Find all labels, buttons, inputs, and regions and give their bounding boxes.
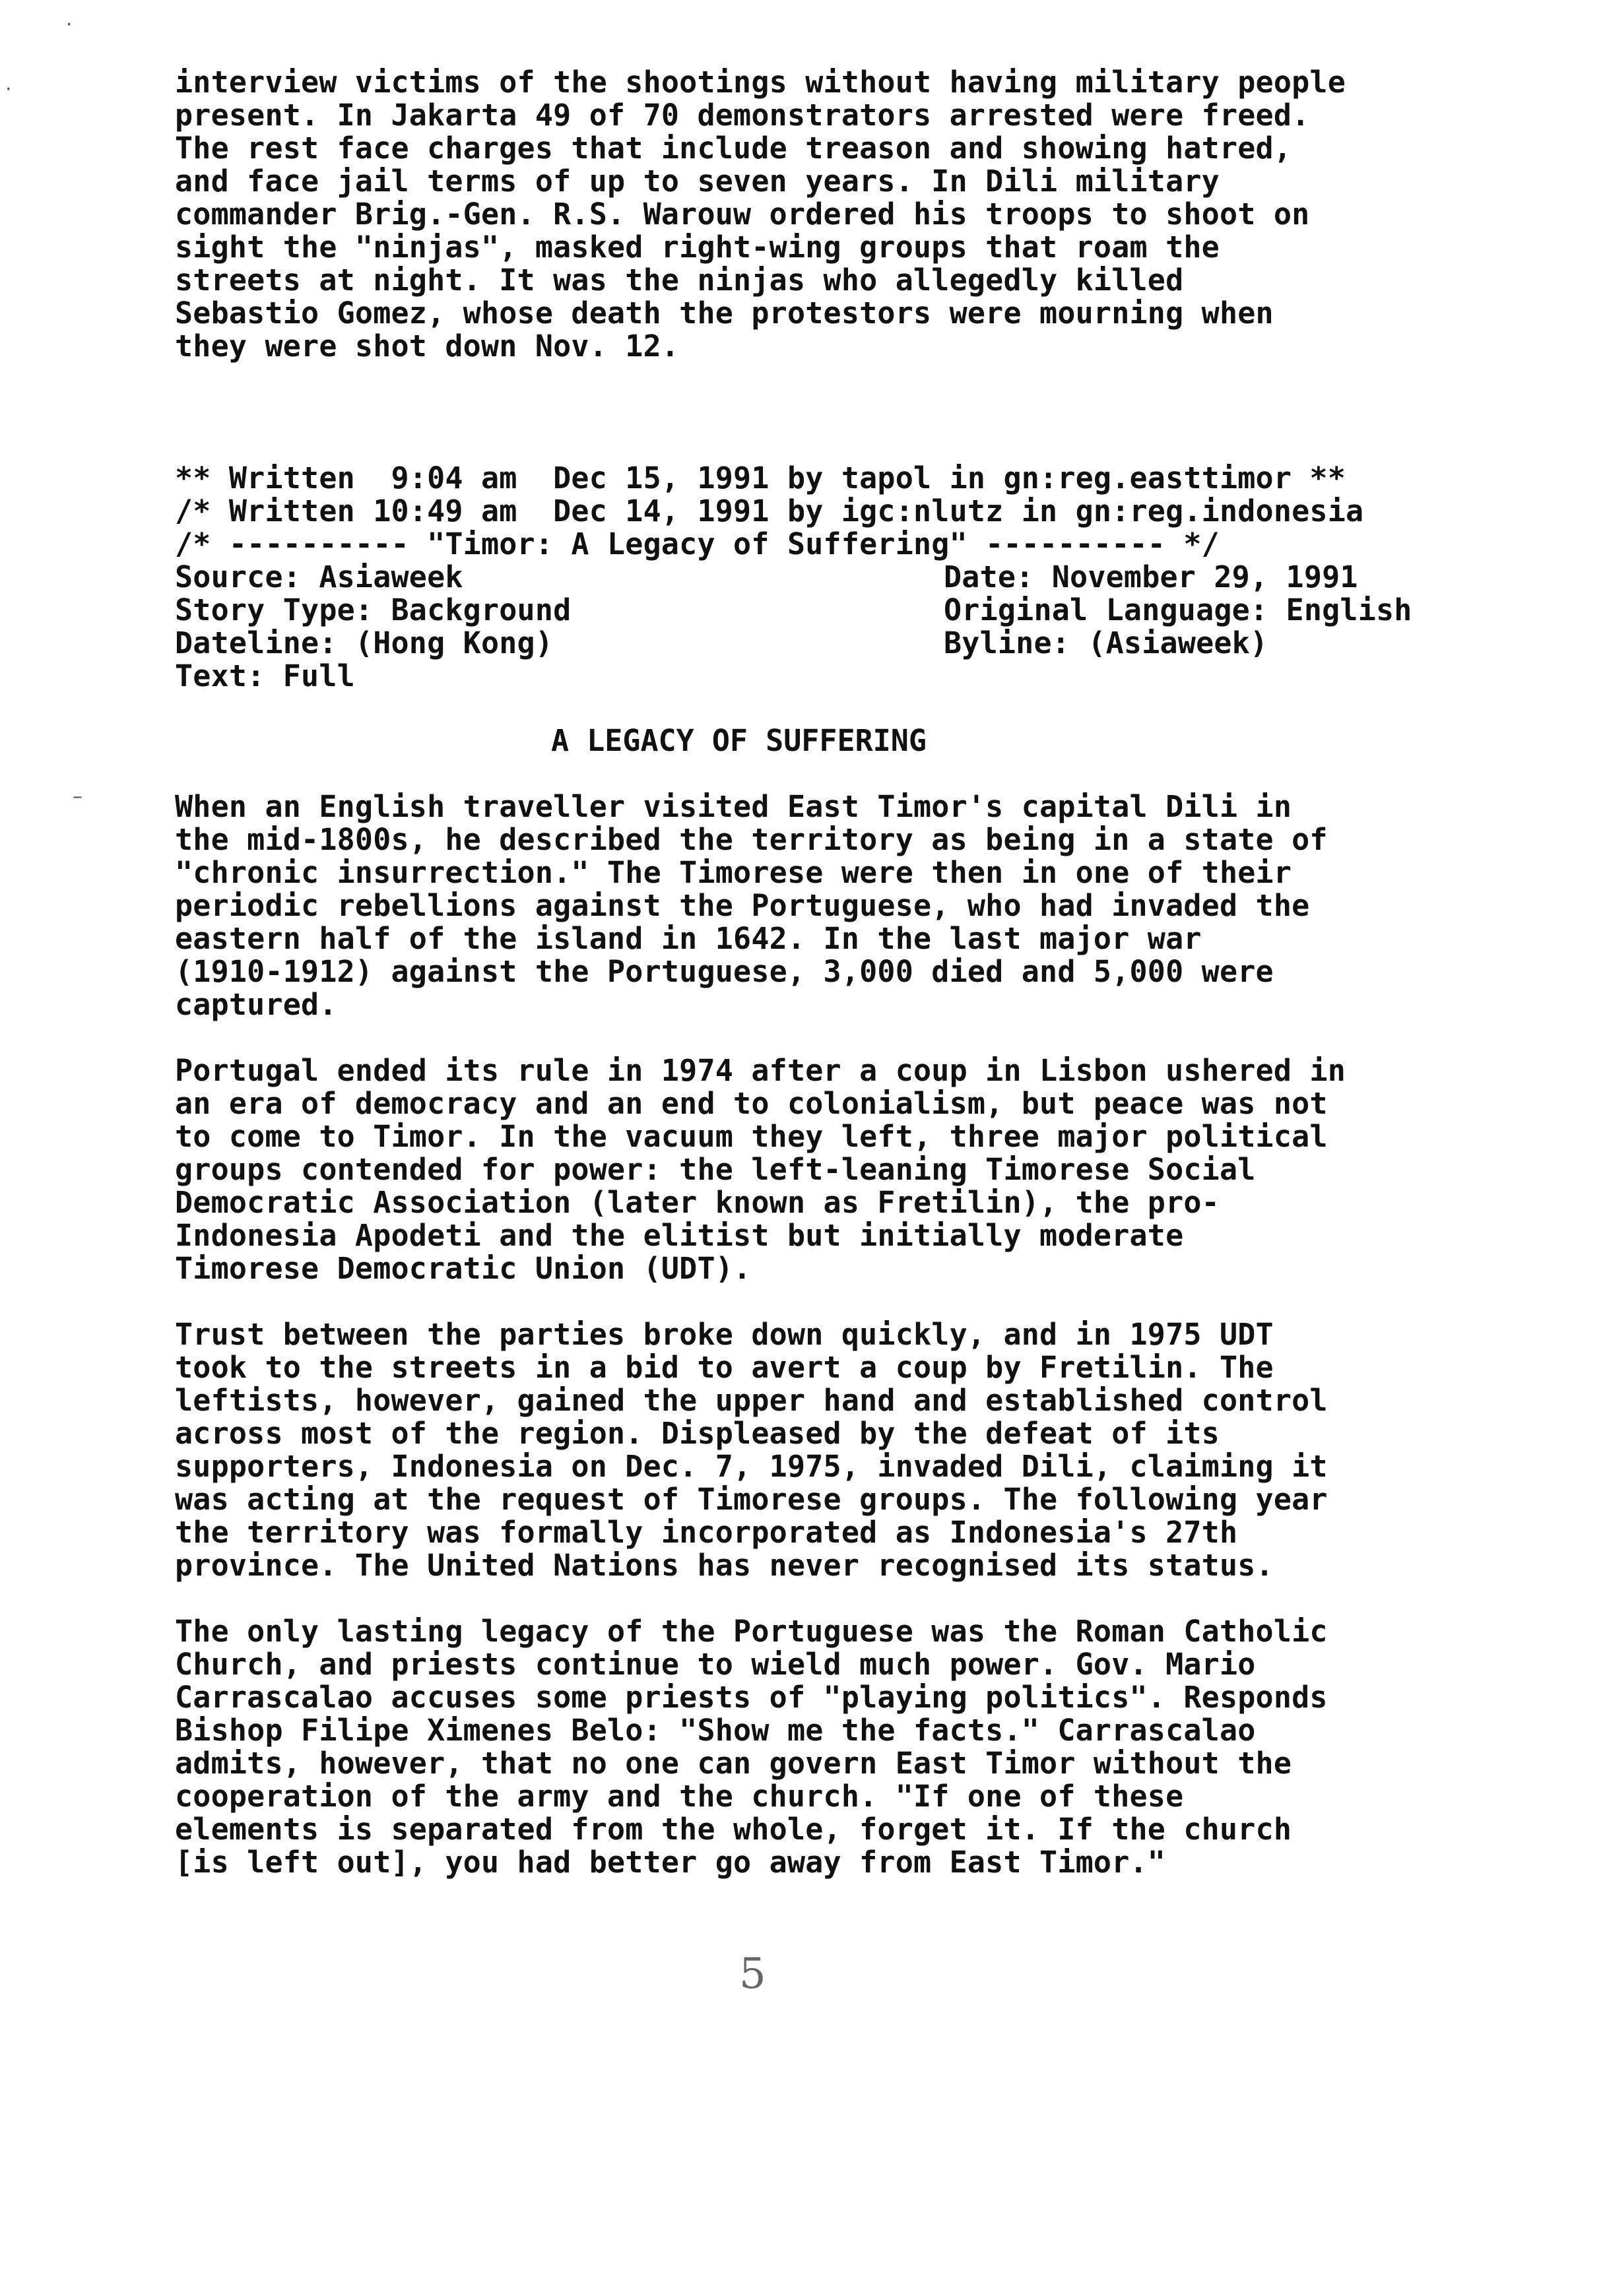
text-line: eastern half of the island in 1642. In the last major war (175, 921, 1202, 956)
text-line: was acting at the request of Timorese groups. The following year (175, 1482, 1328, 1517)
article-title: A LEGACY OF SUFFERING (551, 723, 927, 758)
text-line: (1910-1912) against the Portuguese, 3,000 died and 5,000 were (175, 954, 1274, 989)
article-paragraph (175, 1054, 1346, 1285)
text-line: interview victims of the shootings without having military people (175, 65, 1346, 100)
scan-speck: · (5, 78, 12, 101)
text-line: Portugal ended its rule in 1974 after a coup in Lisbon ushered in (175, 1053, 1346, 1088)
metadata-row (175, 627, 1495, 660)
text-line: periodic rebellions against the Portuguese, who had invaded the (175, 888, 1310, 923)
text-line: supporters, Indonesia on Dec. 7, 1975, invaded Dili, claiming it (175, 1449, 1328, 1484)
text-line: and face jail terms of up to seven years. In Dili military (175, 164, 1220, 199)
article-metadata (175, 561, 1495, 693)
text-line: present. In Jakarta 49 of 70 demonstrators arrested were freed. (175, 98, 1310, 133)
text-line: an era of democracy and an end to colonialism, but peace was not (175, 1086, 1328, 1121)
text-line: Democratic Association (later known as Fretilin), the pro- (175, 1185, 1220, 1220)
text-line: Carrascalao accuses some priests of "playing politics". Responds (175, 1680, 1328, 1715)
text-line: elements is separated from the whole, forget it. If the church (175, 1812, 1292, 1847)
metadata-right: Date: November 29, 1991 (944, 559, 1358, 594)
text-line: took to the streets in a bid to avert a coup by Fretilin. The (175, 1350, 1274, 1385)
page-number: 5 (739, 1950, 766, 1998)
scan-speck: · (66, 13, 73, 36)
metadata-left: Dateline: (Hong Kong) (175, 625, 554, 660)
text-line: commander Brig.-Gen. R.S. Warouw ordered his troops to shoot on (175, 197, 1310, 232)
text-line: Trust between the parties broke down quickly, and in 1975 UDT (175, 1317, 1274, 1352)
text-line: Church, and priests continue to wield much power. Gov. Mario (175, 1647, 1256, 1682)
metadata-left: Source: Asiaweek (175, 559, 463, 594)
text-line: sight the "ninjas", masked right-wing groups that roam the (175, 230, 1220, 265)
text-line: The rest face charges that include treason and showing hatred, (175, 131, 1292, 166)
metadata-left: Story Type: Background (175, 592, 572, 627)
text-line: admits, however, that no one can govern East Timor without the (175, 1746, 1292, 1781)
text-line: Sebastio Gomez, whose death the protestors were mourning when (175, 296, 1274, 331)
text-line: they were shot down Nov. 12. (175, 329, 680, 364)
text-line: /* Written 10:49 am Dec 14, 1991 by igc:nlutz in gn:reg.indonesia (175, 494, 1364, 528)
text-line: Timorese Democratic Union (UDT). (175, 1251, 752, 1286)
metadata-row (175, 594, 1495, 627)
scan-speck: – (73, 785, 82, 808)
text-line: captured. (175, 987, 337, 1022)
text-line: cooperation of the army and the church. "If one of these (175, 1779, 1184, 1814)
text-line: ** Written 9:04 am Dec 15, 1991 by tapol in gn:reg.easttimor ** (175, 461, 1346, 495)
message-header (175, 462, 1363, 561)
text-line: the territory was formally incorporated as Indonesia's 27th (175, 1515, 1238, 1550)
metadata-right: Byline: (Asiaweek) (944, 625, 1268, 660)
text-line: /* ---------- "Timor: A Legacy of Suffering" ---------- */ (175, 526, 1220, 561)
text-line: Indonesia Apodeti and the elitist but initially moderate (175, 1218, 1184, 1253)
text-line: province. The United Nations has never recognised its status. (175, 1548, 1274, 1583)
text-line: "chronic insurrection." The Timorese were then in one of their (175, 855, 1292, 890)
text-line: groups contended for power: the left-leaning Timorese Social (175, 1152, 1256, 1187)
article-paragraph (175, 1615, 1328, 1879)
intro-paragraph (175, 66, 1346, 363)
text-line: [is left out], you had better go away from East Timor." (175, 1845, 1166, 1880)
metadata-right: Original Language: English (944, 592, 1412, 627)
text-line: streets at night. It was the ninjas who allegedly killed (175, 263, 1184, 298)
text-line: When an English traveller visited East Timor's capital Dili in (175, 789, 1292, 824)
article-paragraph (175, 790, 1328, 1021)
text-line: the mid-1800s, he described the territory as being in a state of (175, 822, 1328, 857)
metadata-row (175, 561, 1495, 594)
article-paragraph (175, 1318, 1328, 1582)
text-line: leftists, however, gained the upper hand and established control (175, 1383, 1328, 1418)
text-line: to come to Timor. In the vacuum they left, three major political (175, 1119, 1328, 1154)
text-line: across most of the region. Displeased by the defeat of its (175, 1416, 1220, 1451)
text-line: The only lasting legacy of the Portuguese was the Roman Catholic (175, 1614, 1328, 1649)
metadata-row (175, 660, 1495, 693)
metadata-left: Text: Full (175, 658, 355, 693)
text-line: Bishop Filipe Ximenes Belo: "Show me the facts." Carrascalao (175, 1713, 1256, 1748)
